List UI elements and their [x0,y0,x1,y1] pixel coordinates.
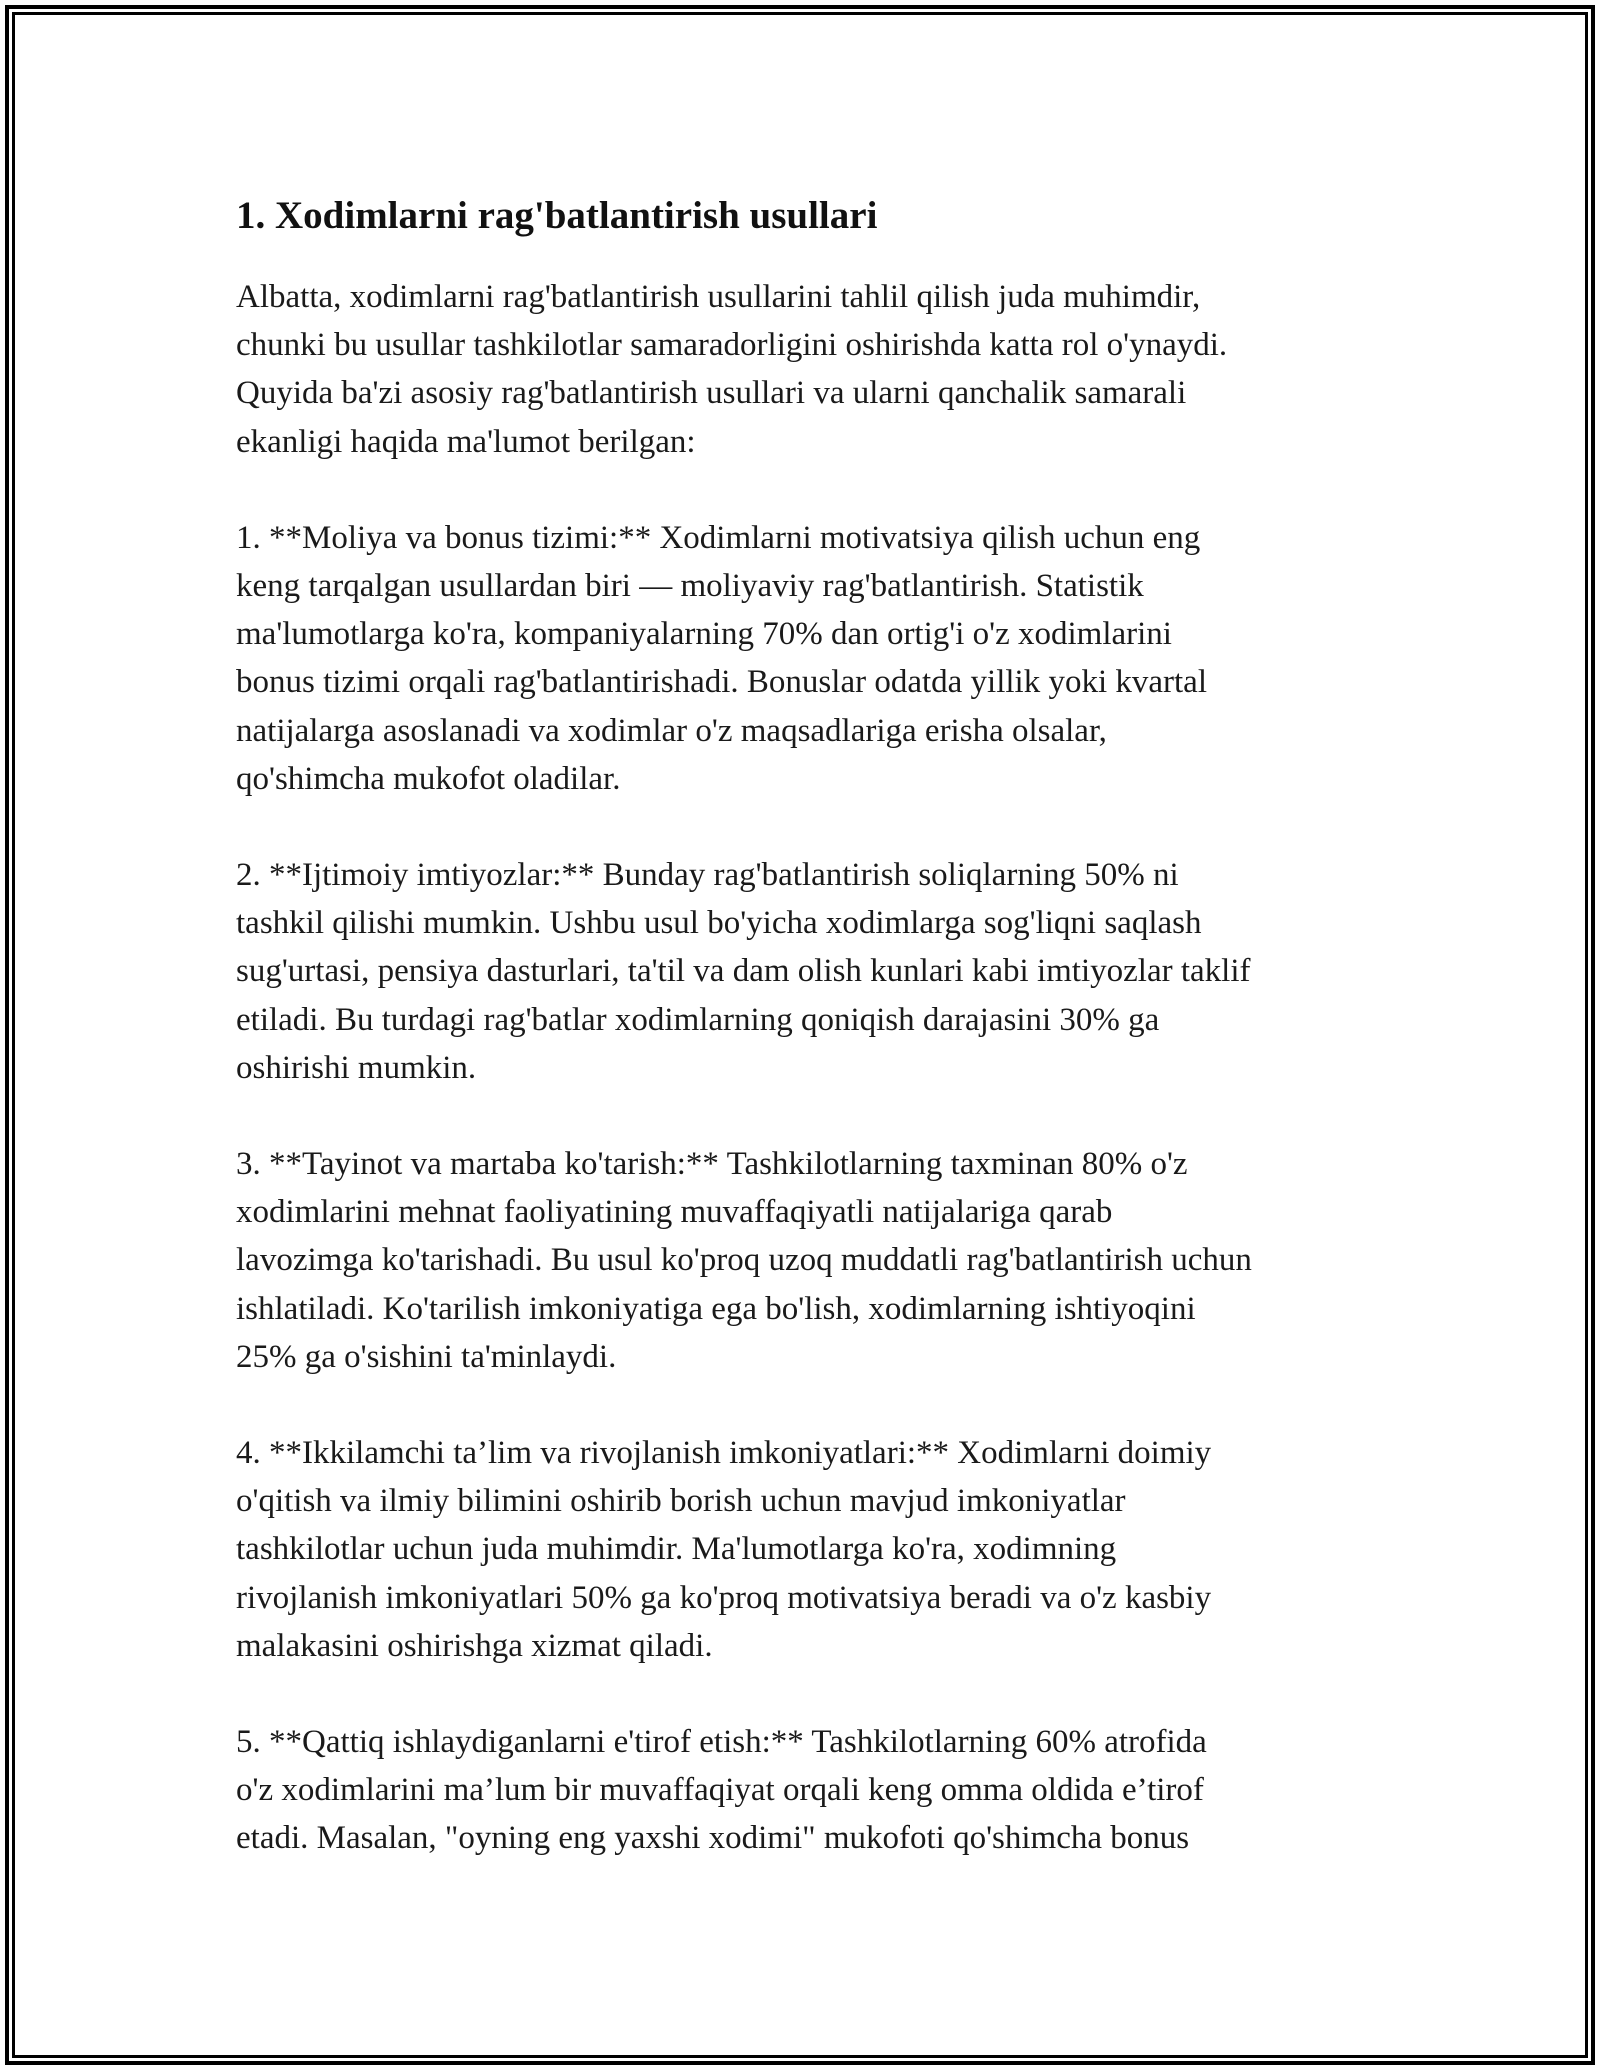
paragraph-training: 4. **Ikkilamchi ta’lim va rivojlanish imkoniyatlari:** Xodimlarni doimiy o'qitish va ilmiy bilimini oshirib borish uchun mavjud imkoniyatlar tashkilotlar uchun juda muhimdir. Ma'lumotlarga ko'ra, xodimning rivojlanish imkoniyatlari 50% ga ko'proq motivatsiya beradi va o'z kasbiy malakasini oshirishga xizmat qiladi. [236,1435,1212,1664]
intro-paragraph: Albatta, xodimlarni rag'batlantirish usullarini tahlil qilish juda muhimdir, chunki bu usullar tashkilotlar samaradorligini oshirishda katta rol o'ynaydi. Quyida ba'zi asosiy rag'batlantirish usullari va ularni qanchalik samarali ekanligi haqida ma'lumot berilgan: [236,279,1228,460]
document-body [236,185,1376,1911]
paragraph-financial-bonus: 1. **Moliya va bonus tizimi:** Xodimlarni motivatsiya qilish uchun eng keng tarqalgan usullardan biri — moliyaviy rag'batlantirish. Statistik ma'lumotlarga ko'ra, kompaniyalarning 70% dan ortig'i o'z xodimlarini bonus tizimi orqali rag'batlantirishadi. Bonuslar odatda yillik yoki kvartal natijalarga asoslanadi va xodimlar o'z maqsadlariga erisha olsalar, qo'shimcha mukofot oladilar. [236,519,1208,797]
section-heading: 1. Xodimlarni rag'batlantirish usullari [236,194,878,237]
paragraph-recognition: 5. **Qattiq ishlaydiganlarni e'tirof etish:** Tashkilotlarning 60% atrofida o'z xodimlarini ma’lum bir muvaffaqiyat orqali keng omma oldida e’tirof etadi. Masalan, "oyning eng yaxshi xodimi" mukofoti qo'shimcha bonus [236,1724,1207,1857]
paragraph-social-benefits: 2. **Ijtimoiy imtiyozlar:** Bunday rag'batlantirish soliqlarning 50% ni tashkil qilishi mumkin. Ushbu usul bo'yicha xodimlarga sog'liqni saqlash sug'urtasi, pensiya dasturlari, ta'til va dam olish kunlari kabi imtiyozlar taklif etiladi. Bu turdagi rag'batlar xodimlarning qoniqish darajasini 30% ga oshirishi mumkin. [236,857,1251,1086]
paragraph-promotion: 3. **Tayinot va martaba ko'tarish:** Tashkilotlarning taxminan 80% o'z xodimlarini mehnat faoliyatining muvaffaqiyatli natijalariga qarab lavozimga ko'tarishadi. Bu usul ko'proq uzoq muddatli rag'batlantirish uchun ishlatiladi. Ko'tarilish imkoniyatiga ega bo'lish, xodimlarning ishtiyoqini 25% ga o'sishini ta'minlaydi. [236,1146,1252,1375]
